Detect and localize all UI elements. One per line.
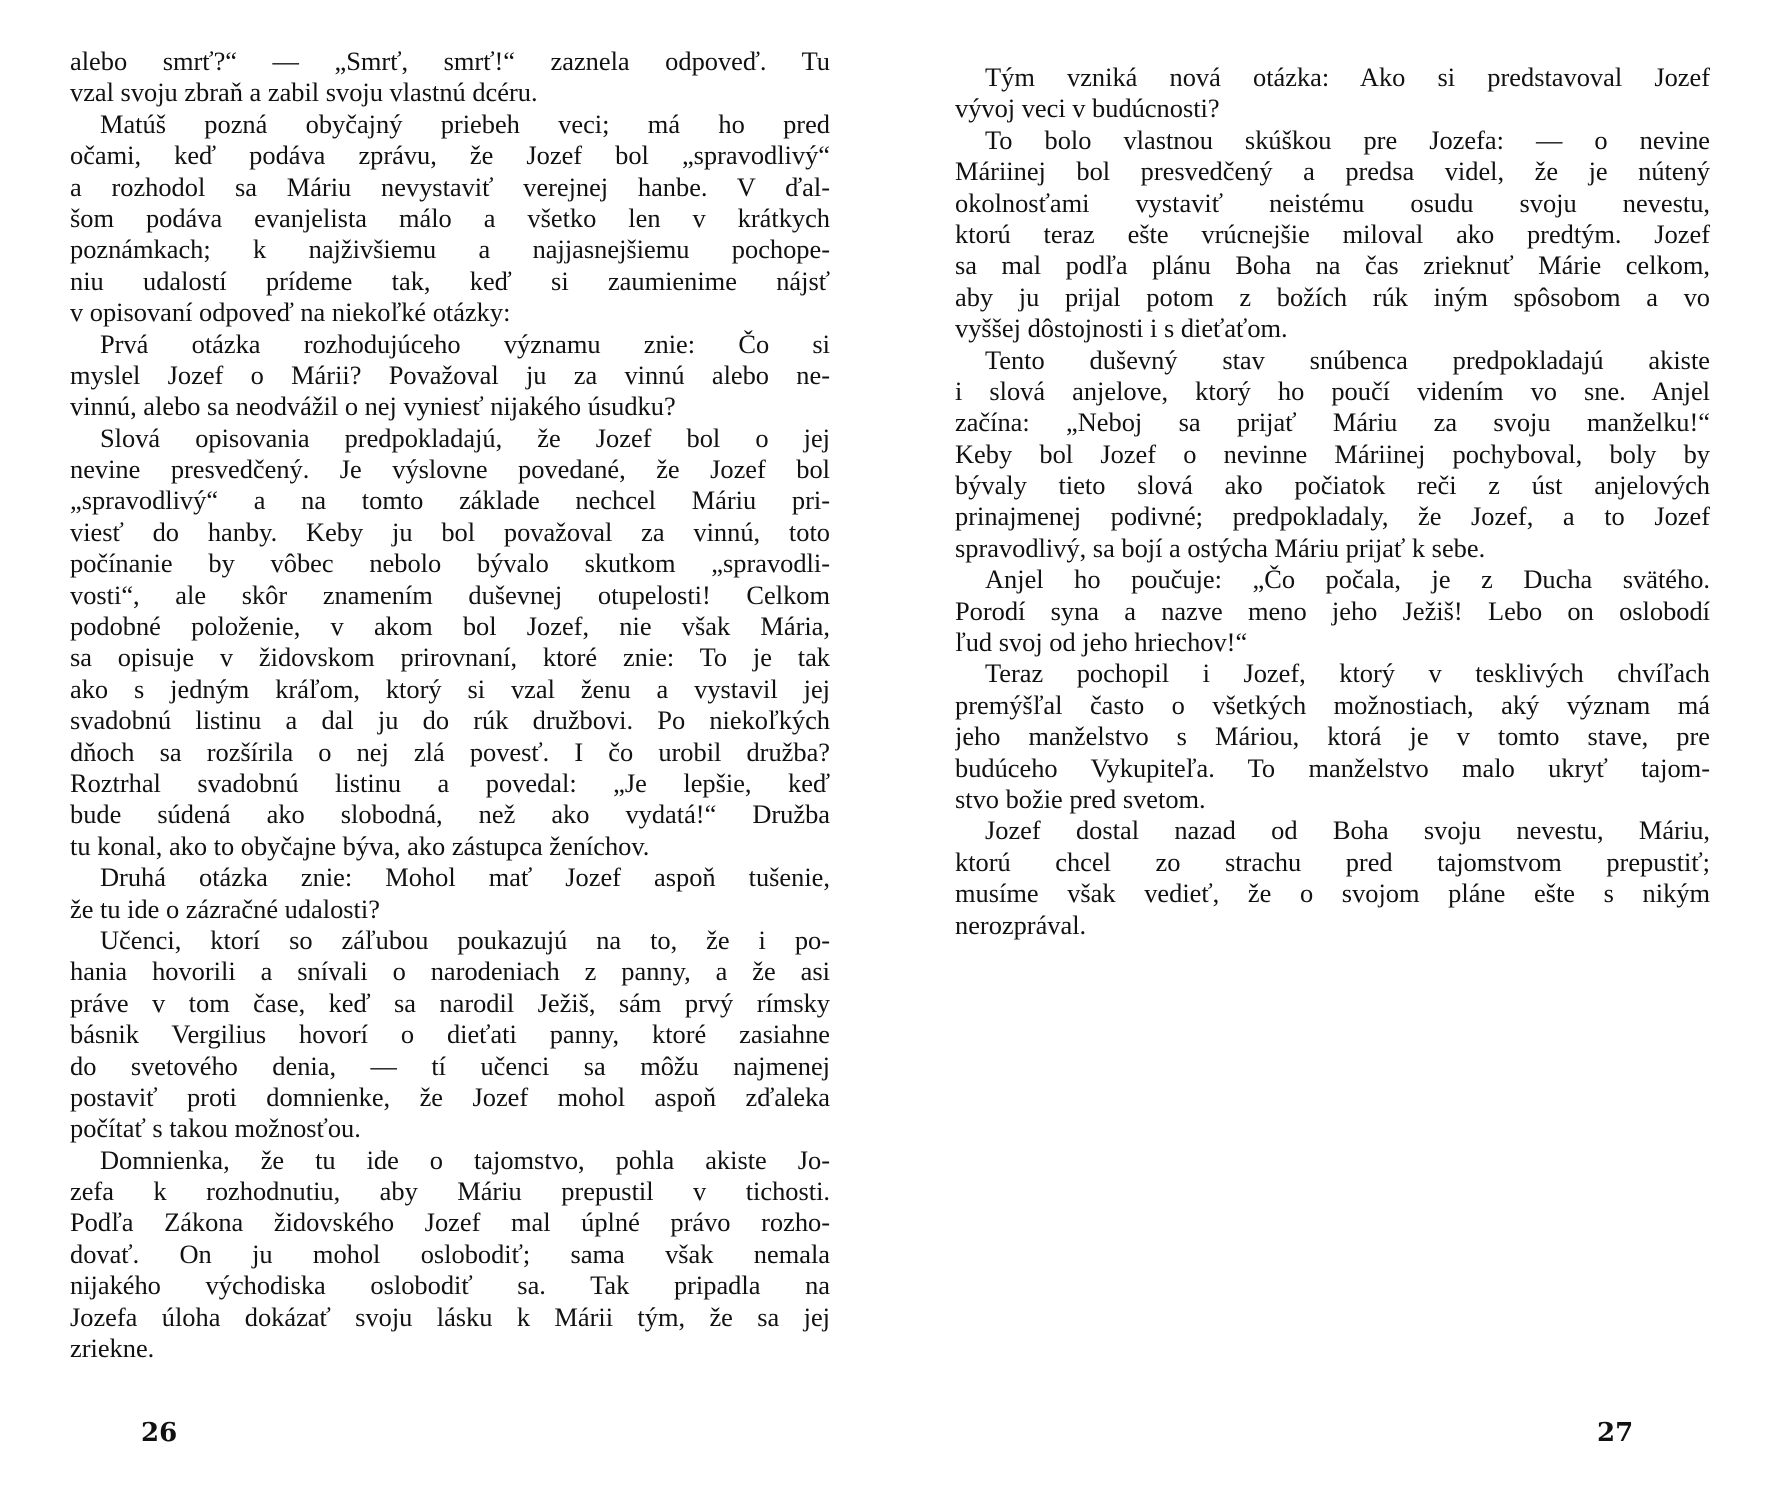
text-line: Roztrhal svadobnú listinu a povedal: „Je lepšie, keď [70, 767, 830, 798]
text-line: Domnienka, že tu ide o tajomstvo, pohla akiste Jo- [100, 1144, 830, 1175]
text-line: stvo božie pred svetom. [955, 783, 1206, 814]
text-line: vosti“, ale skôr znamením duševnej otupelosti! Celkom [70, 579, 830, 610]
text-line: Tento duševný stav snúbenca predpokladajú akiste [985, 344, 1710, 375]
text-line: okolnosťami vystaviť neistému osudu svoju nevestu, [955, 187, 1710, 218]
text-line: nijakého východiska oslobodiť sa. Tak pripadla na [70, 1270, 830, 1301]
left-page [70, 0, 830, 1500]
text-line: sa opisuje v židovskom prirovnaní, ktoré znie: To je tak [70, 642, 830, 673]
text-line: Učenci, ktorí so záľubou poukazujú na to, že i po- [100, 924, 830, 955]
text-line: musíme však vedieť, že o svojom pláne ešte s nikým [955, 878, 1710, 909]
text-line: šom podáva evanjelista málo a všetko len v krátkych [70, 202, 830, 233]
text-line: nerozprával. [955, 909, 1087, 940]
right-page [955, 0, 1710, 1500]
text-line: Matúš pozná obyčajný priebeh veci; má ho pred [100, 108, 830, 139]
text-line: hania hovorili a snívali o narodeniach z panny, a že asi [70, 956, 830, 987]
text-line: myslel Jozef o Márii? Považoval ju za vinnú alebo ne- [70, 359, 830, 390]
text-line: Slová opisovania predpokladajú, že Jozef bol o jej [100, 422, 830, 453]
text-line: Jozefa úloha dokázať svoju lásku k Márii tým, že sa jej [70, 1301, 830, 1332]
text-line: vyššej dôstojnosti i s dieťaťom. [955, 313, 1288, 344]
text-line: do svetového denia, — tí učenci sa môžu najmenej [70, 1050, 830, 1081]
page-number-left: 26 [141, 1418, 178, 1448]
text-line: vinnú, alebo sa neodvážil o nej vyniesť nijakého úsudku? [70, 391, 676, 422]
text-line: počínanie by vôbec nebolo bývalo skutkom „spravodli- [70, 548, 830, 579]
text-line: spravodlivý, sa bojí a ostýcha Máriu prijať k sebe. [955, 532, 1486, 563]
text-line: ľud svoj od jeho hriechov!“ [955, 627, 1248, 658]
text-line: bývaly tieto slová ako počiatok reči z úst anjelových [955, 470, 1710, 501]
text-line: bude súdená ako slobodná, než ako vydatá!“ Družba [70, 799, 830, 830]
text-line: a rozhodol sa Máriu nevystaviť verejnej hanbe. V ďal- [70, 171, 830, 202]
text-line: viesť do hanby. Keby ju bol považoval za vinnú, toto [70, 516, 830, 547]
text-line: ktorú teraz ešte vrúcnejšie miloval ako predtým. Jozef [955, 218, 1710, 249]
text-line: ako s jedným kráľom, ktorý si vzal ženu a vystavil jej [70, 673, 830, 704]
text-line: zriekne. [70, 1333, 155, 1364]
text-line: prinajmenej podivné; predpokladaly, že Jozef, a to Jozef [955, 501, 1710, 532]
left-page-text [70, 46, 830, 1364]
text-line: počítať s takou možnosťou. [70, 1113, 361, 1144]
page-number-right: 27 [1597, 1418, 1634, 1448]
text-line: aby ju prijal potom z božích rúk iným spôsobom a vo [955, 281, 1710, 312]
text-line: Druhá otázka znie: Mohol mať Jozef aspoň tušenie, [100, 862, 830, 893]
text-line: Prvá otázka rozhodujúceho významu znie: Čo si [100, 328, 830, 359]
text-line: Máriinej bol presvedčený a predsa videl, že je nútený [955, 156, 1710, 187]
text-line: dovať. On ju mohol oslobodiť; sama však nemala [70, 1238, 830, 1269]
text-line: zefa k rozhodnutiu, aby Máriu prepustil v tichosti. [70, 1176, 830, 1207]
text-line: tu konal, ako to obyčajne býva, ako zástupca ženíchov. [70, 830, 650, 861]
text-line: Podľa Zákona židovského Jozef mal úplné právo rozho- [70, 1207, 830, 1238]
text-line: i slová anjelove, ktorý ho poučí videním vo sne. Anjel [955, 375, 1710, 406]
text-line: alebo smrť?“ — „Smrť, smrť!“ zaznela odpoveď. Tu [70, 46, 830, 76]
text-line: nevine presvedčený. Je výslovne povedané, že Jozef bol [70, 454, 830, 485]
text-line: vývoj veci v budúcnosti? [955, 93, 1220, 124]
text-line: Anjel ho poučuje: „Čo počala, je z Ducha svätého. [985, 564, 1710, 595]
text-line: Keby bol Jozef o nevinne Máriinej pochyboval, boly by [955, 438, 1710, 469]
text-line: budúceho Vykupiteľa. To manželstvo malo ukryť tajom- [955, 752, 1710, 783]
text-line: podobné položenie, v akom bol Jozef, nie však Mária, [70, 611, 830, 642]
text-line: Tým vzniká nová otázka: Ako si predstavoval Jozef [985, 62, 1710, 92]
text-line: v opisovaní odpoveď na niekoľké otázky: [70, 297, 511, 328]
text-line: básnik Vergilius hovorí o dieťati panny, ktoré zasiahne [70, 1019, 830, 1050]
text-line: sa mal podľa plánu Boha na čas zrieknuť Márie celkom, [955, 250, 1710, 281]
text-line: začína: „Neboj sa prijať Máriu za svoju manželku!“ [955, 407, 1710, 438]
text-line: poznámkach; k najživšiemu a najjasnejšiemu pochope- [70, 234, 830, 265]
text-line: očami, keď podáva zprávu, že Jozef bol „spravodlivý“ [70, 140, 830, 171]
text-line: Jozef dostal nazad od Boha svoju nevestu, Máriu, [985, 815, 1710, 846]
text-line: „spravodlivý“ a na tomto základe nechcel Máriu pri- [70, 485, 830, 516]
text-line: dňoch sa rozšírila o nej zlá povesť. I čo urobil družba? [70, 736, 830, 767]
text-line: Teraz pochopil i Jozef, ktorý v tesklivých chvíľach [985, 658, 1710, 689]
right-page-text [955, 62, 1710, 941]
text-line: postaviť proti domnienke, že Jozef mohol aspoň zďaleka [70, 1081, 830, 1112]
text-line: premýšľal často o všetkých možnostiach, aký význam má [955, 689, 1710, 720]
text-line: Porodí syna a nazve meno jeho Ježiš! Lebo on oslobodí [955, 595, 1710, 626]
text-line: To bolo vlastnou skúškou pre Jozefa: — o nevine [985, 124, 1710, 155]
text-line: niu udalostí prídeme tak, keď si zaumienime nájsť [70, 265, 830, 296]
text-line: že tu ide o zázračné udalosti? [70, 893, 380, 924]
text-line: vzal svoju zbraň a zabil svoju vlastnú dcéru. [70, 77, 538, 108]
text-line: ktorú chcel zo strachu pred tajomstvom prepustiť; [955, 846, 1710, 877]
text-line: jeho manželstvo s Máriou, ktorá je v tomto stave, pre [955, 721, 1710, 752]
text-line: svadobnú listinu a dal ju do rúk družbovi. Po niekoľkých [70, 705, 830, 736]
text-line: práve v tom čase, keď sa narodil Ježiš, sám prvý rímsky [70, 987, 830, 1018]
